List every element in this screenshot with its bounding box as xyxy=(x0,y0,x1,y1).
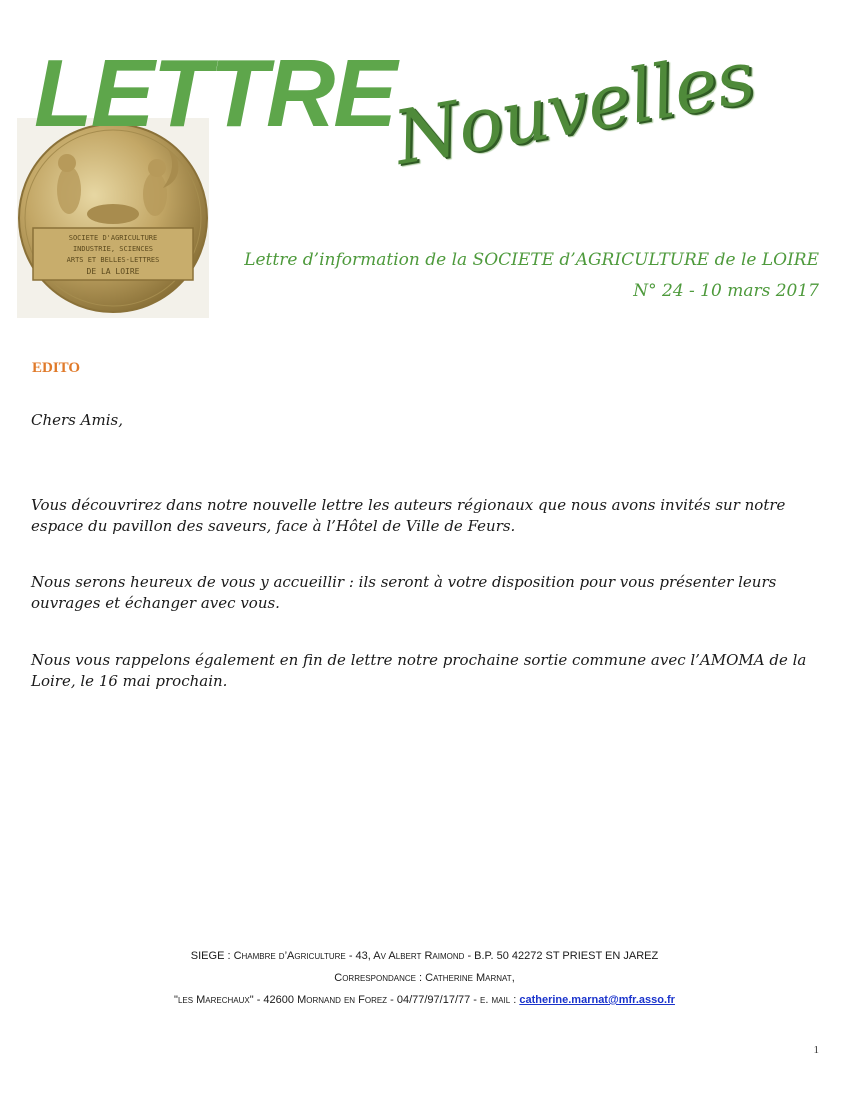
medal-text-line3: ARTS ET BELLES-LETTRES xyxy=(66,256,160,264)
page-number: 1 xyxy=(813,1044,819,1056)
footer-mail-line xyxy=(0,994,849,1006)
medal-text-line1: SOCIETE D'AGRICULTURE xyxy=(68,234,158,242)
medal-icon xyxy=(17,118,209,318)
medal-image xyxy=(17,118,209,318)
footer-address xyxy=(0,950,849,962)
edito-heading: EDITO xyxy=(32,360,81,376)
edito-paragraph-3: Nous vous rappelons également en fin de lettre notre prochaine sortie commune avec l’AMOMA de la Loire, le 16 mai prochain. xyxy=(31,651,807,690)
footer-mail-prefix: "les Marechaux" - 42600 Mornand en Forez - 04/77/97/17/77 - e. mail : xyxy=(174,994,517,1006)
issue-number-date: N° 24 - 10 mars 2017 xyxy=(633,281,819,301)
newsletter-subtitle: Lettre d’information de la SOCIETE d’AGRICULTURE de le LOIRE xyxy=(244,250,819,270)
footer-contact xyxy=(0,972,849,984)
medal-text-line2: INDUSTRIE, SCIENCES xyxy=(72,245,154,253)
title-nouvelles: Nouvelles xyxy=(388,34,761,182)
title-lettre: LETTRE xyxy=(34,40,396,147)
footer-contact-text: Correspondance : Catherine Marnat, xyxy=(334,972,515,984)
edito-paragraph-1: Vous découvrirez dans notre nouvelle lettre les auteurs régionaux que nous avons invités sur notre espace du pavillon des saveurs, face à l’Hôtel de Ville de Feurs. xyxy=(31,496,786,535)
edito-paragraph-2: Nous serons heureux de vous y accueillir : ils seront à votre disposition pour vous présenter leurs ouvrages et échanger avec vous. xyxy=(31,573,777,612)
greeting: Chers Amis, xyxy=(31,411,123,429)
medal-text-line4: DE LA LOIRE xyxy=(86,267,140,276)
footer-address-text: SIEGE : Chambre d’Agriculture - 43, Av Albert Raimond - B.P. 50 42272 ST PRIEST EN JAREZ xyxy=(190,950,659,962)
email-link[interactable]: catherine.marnat@mfr.asso.fr xyxy=(519,994,675,1006)
